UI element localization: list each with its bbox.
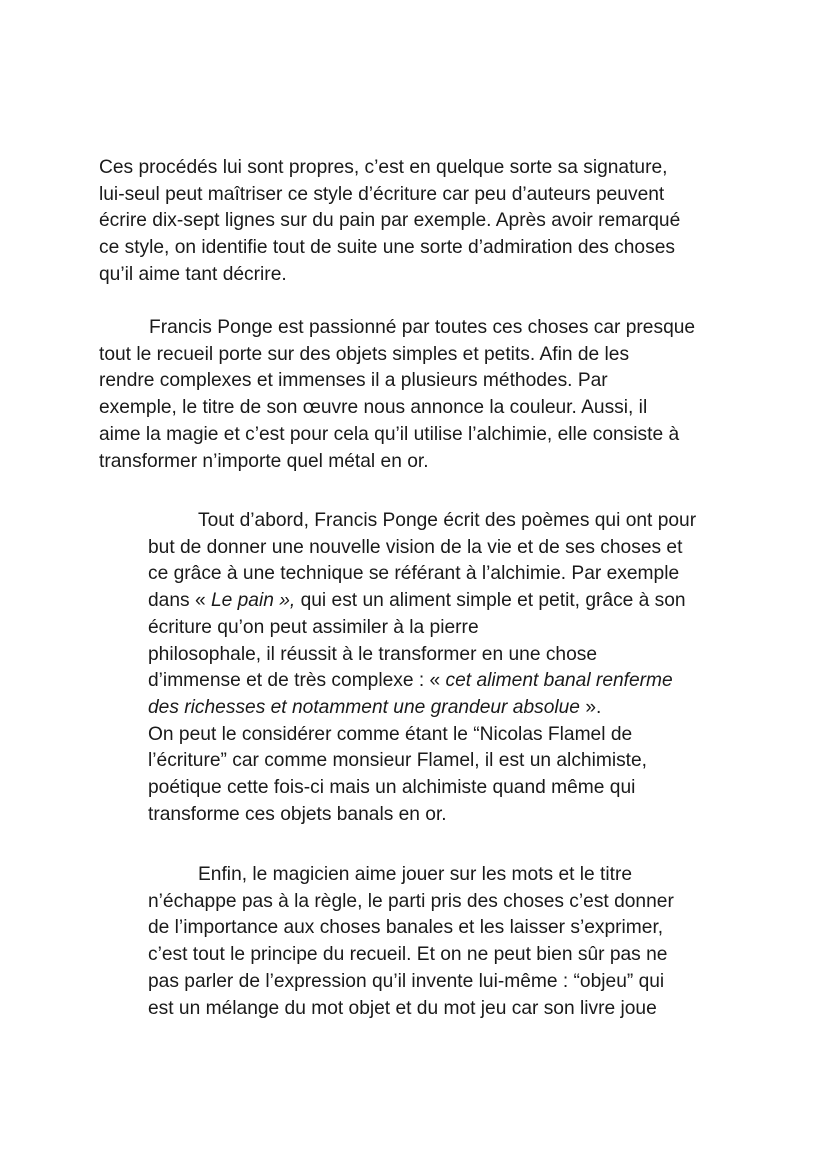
text-line (148, 695, 696, 722)
text-line: écrire dix-sept lignes sur du pain par exemple. Après avoir remarqué (99, 210, 681, 232)
text-line: exemple, le titre de son œuvre nous annonce la couleur. Aussi, il (99, 397, 648, 419)
italic-title: Le pain », (210, 590, 296, 612)
text-line: transformer n’importe quel métal en or. (99, 450, 429, 472)
text-line: pas parler de l’expression qu’il invente lui-même : “objeu” qui (148, 970, 665, 992)
text-segment: ». (579, 696, 602, 718)
text-line: tout le recueil porte sur des objets simples et petits. Afin de les (99, 343, 630, 365)
text-line: lui-seul peut maîtriser ce style d’écriture car peu d’auteurs peuvent (99, 183, 665, 205)
text-line: Francis Ponge est passionné par toutes ces choses car presque (149, 317, 696, 338)
text-line: de l’importance aux choses banales et les laisser s’exprimer, (148, 917, 664, 939)
text-segment: dans « (148, 590, 211, 612)
paragraph-2 (99, 315, 695, 475)
text-line: aime la magie et c’est pour cela qu’il utilise l’alchimie, elle consiste à (99, 423, 680, 445)
text-line: ce grâce à une technique se référant à l’alchimie. Par exemple (148, 563, 680, 585)
text-line (148, 588, 696, 615)
text-segment: d’immense et de très complexe : « (148, 670, 446, 692)
italic-quote: cet aliment banal renferme (445, 670, 673, 692)
paragraph-1 (99, 155, 680, 289)
text-line: l’écriture” car comme monsieur Flamel, il est un alchimiste, (148, 750, 648, 772)
text-line: transforme ces objets banals en or. (148, 803, 447, 825)
text-line: écriture qu’on peut assimiler à la pierre (148, 616, 479, 638)
text-line: On peut le considérer comme étant le “Nicolas Flamel de (148, 723, 633, 745)
text-line: but de donner une nouvelle vision de la vie et de ses choses et (148, 536, 683, 558)
text-line: n’échappe pas à la règle, le parti pris des choses c’est donner (148, 890, 674, 912)
text-segment: qui est un aliment simple et petit, grâce à son (295, 590, 686, 612)
text-line: est un mélange du mot objet et du mot jeu car son livre joue (148, 997, 657, 1019)
text-line: Tout d’abord, Francis Ponge écrit des poèmes qui ont pour (198, 510, 697, 531)
text-line: rendre complexes et immenses il a plusieurs méthodes. Par (99, 370, 608, 392)
text-line: qu’il aime tant décrire. (99, 263, 287, 285)
paragraph-4 (148, 862, 674, 1022)
text-line: ce style, on identifie tout de suite une sorte d’admiration des choses (99, 237, 675, 259)
text-line (148, 668, 696, 695)
text-line: c’est tout le principe du recueil. Et on ne peut bien sûr pas ne (148, 944, 668, 966)
paragraph-3 (148, 508, 696, 828)
text-line: Enfin, le magicien aime jouer sur les mots et le titre (198, 864, 633, 885)
italic-quote: des richesses et notamment une grandeur absolue (148, 696, 580, 718)
text-line: Ces procédés lui sont propres, c’est en quelque sorte sa signature, (99, 157, 668, 178)
text-line: philosophale, il réussit à le transformer en une chose (148, 643, 598, 665)
text-line: poétique cette fois-ci mais un alchimiste quand même qui (148, 777, 636, 799)
